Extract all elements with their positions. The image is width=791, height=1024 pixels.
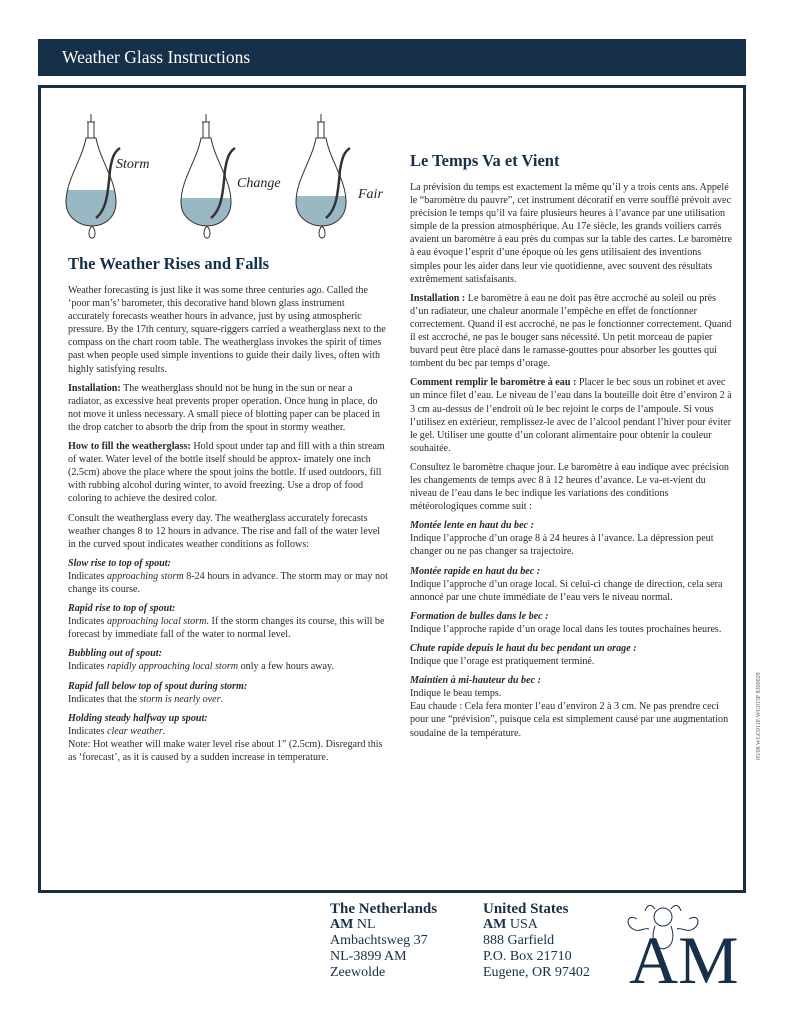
- right-note: Eau chaude : Cela fera monter l’eau d’environ 2 à 3 cm. Ne pas prendre ceci pour une “prévision”, puisque cela est simplement causé par une augmentation soudaine de la température.: [410, 701, 729, 739]
- contact-brand: AM NL: [330, 917, 376, 932]
- right-heading: Le Temps Va et Vient: [410, 151, 560, 170]
- condition-text: Indique l’approche rapide d’un orage local dans les toutes prochaines heures.: [410, 623, 722, 635]
- contact-line: P.O. Box 21710: [483, 949, 572, 964]
- condition-title: Montée lente en haut du bec :: [410, 520, 534, 532]
- contact-line: Ambachtsweg 37: [330, 933, 428, 948]
- condition-text: Indique le beau temps.: [410, 688, 502, 700]
- left-heading: The Weather Rises and Falls: [68, 254, 270, 273]
- condition-text: Indicates approaching local storm. If the storm changes its course, this will be forecast by immediate fall of the water to normal level.: [68, 616, 385, 641]
- contact-country: United States: [483, 901, 569, 917]
- condition-title: Maintien à mi-hauteur du bec :: [410, 675, 541, 687]
- contact-line: 888 Garfield: [483, 933, 555, 948]
- weather-glass-illustrations: [58, 110, 398, 250]
- right-intro: La prévision du temps est exactement la même qu’il y a trois cents ans. Appelé le “baromètre du pauvre”, cet instrument décoratif en verre soufflé prévoit avec précision le temps qu’il va faire plusieurs heures à l’avance par une utilisation simple de la pression atmosphérique. Au 17e siècle, les grands voiliers carrés avaient un baromètre à eau près du compas sur la table des cartes. Le baromètre à eau évoque l’esprit d’une époque où les gens utilisaient des inventions simples pour les aider dans leur vie quotidienne, avec souvent des résultats extrêmement satisfaisants.: [410, 182, 733, 285]
- condition-text: Indicates clear weather.: [68, 725, 166, 737]
- left-consult: Consult the weatherglass every day. The weatherglass accurately forecasts weather changes 8 to 12 hours in advance. The rise and fall of the water level in the curved spout indicates weather conditions as follows:: [68, 512, 381, 550]
- side-product-code: 05/08 WGC011F/WG015F 8300029: [756, 672, 762, 760]
- right-column: [410, 181, 734, 746]
- left-installation: Installation: The weatherglass should not be hung in the sun or near a radiator, as excessive heat prevents proper operation. Once hung in place, do not move it unless necessary. A small piece of blotting paper can be placed in the drop catcher to absorb the drip from the spout in stormy weather.: [68, 382, 380, 433]
- am-logo: [625, 895, 750, 990]
- bulb-label-change: Change: [237, 176, 281, 191]
- right-consult: Consultez le baromètre chaque jour. Le baromètre à eau indique avec précision les changements de temps avec 8 à 12 heures d’avance. Le va-et-vient du niveau de l’eau dans le bec indique les variations des conditions météorologiques comme suit :: [410, 461, 729, 513]
- condition-title: Chute rapide depuis le haut du bec pendant un orage :: [410, 643, 637, 654]
- right-installation: Installation : Le baromètre à eau ne doit pas être accroché au soleil ou près d’un radiateur, une chaleur anormale l’empêche en effet de fonctionner correctement. Quand il est accroché, ne pas le fonctionner correctement. Quand il est accroché, ne pas le bouger sans nécessité. Un petit morceau de papier buvard peut être placé dans le ramasse-gouttes pour absorber les gouttes qui tombent du bec par temps d’orage.: [410, 292, 732, 370]
- condition-text: Indicates rapidly approaching local storm only a few hours away.: [68, 661, 334, 673]
- bulb-storm: [58, 114, 128, 238]
- contact-line: Eugene, OR 97402: [483, 965, 590, 980]
- condition-text: Indique l’approche d’un orage 8 à 24 heures à l’avance. La dépression peut changer ou ne pas changer sa trajectoire.: [410, 533, 714, 558]
- contact-netherlands: [330, 901, 437, 981]
- condition-text: Indicates that the storm is nearly over.: [68, 693, 224, 705]
- right-fill: Comment remplir le baromètre à eau : Placer le bec sous un robinet et avec un mince filet d’eau. Le niveau de l’eau dans la bouteille doit être d’environ 2 à 3 cm au-dessus de l’endroit où le bec rejoint le corps de l’ampoule. Si vous l’utilisez en extérieur, remplissez-le avec de l’alcool pendant l’hiver pour éviter le gel. Utiliser une goutte d’un colorant alimentaire pour obtenir la couleur souhaitée.: [410, 377, 732, 454]
- bulb-label-fair: Fair: [358, 187, 383, 202]
- condition-title: Rapid rise to top of spout:: [68, 603, 176, 615]
- contact-united-states: [483, 901, 590, 981]
- contact-line: Zeewolde: [330, 965, 386, 980]
- contact-country: The Netherlands: [330, 901, 438, 917]
- page-title: Weather Glass Instructions: [62, 47, 251, 67]
- contact-brand: AM USA: [483, 917, 538, 932]
- condition-title: Montée rapide en haut du bec :: [410, 565, 541, 577]
- condition-title: Slow rise to top of spout:: [68, 557, 171, 569]
- condition-text: Indique l’approche d’un orage local. Si celui-ci change de direction, cela sera annoncé par une chute immédiate de l’eau vers le niveau normal.: [410, 578, 723, 603]
- condition-title: Rapid fall below top of spout during storm:: [68, 680, 248, 692]
- contact-line: NL-3899 AM: [330, 949, 407, 964]
- page-header: [38, 39, 746, 76]
- condition-title: Bubbling out of spout:: [68, 648, 162, 660]
- bulb-fair: [288, 114, 358, 238]
- condition-text: Indicates approaching storm 8-24 hours in advance. The storm may or may not change its course.: [68, 570, 388, 595]
- left-fill: How to fill the weatherglass: Hold spout under tap and fill with a thin stream of water. Water level of the bottle itself should be approx- imately one inch (2.5cm) above the place where the spout joins the bottle. If used outdoors, fill with rubbing alcohol during winter, to avoid freezing. Use a drop of food coloring to achieve the desired color.: [68, 441, 385, 505]
- condition-title: Formation de bulles dans le bec :: [410, 610, 549, 622]
- left-column: [68, 284, 388, 770]
- left-note: Note: Hot weather will make water level rise about 1” (2.5cm). Disregard this as ‘forecast’, as it is caused by a sudden increase in temperature.: [68, 738, 383, 763]
- condition-title: Holding steady halfway up spout:: [68, 712, 208, 724]
- bulb-change: [173, 114, 243, 238]
- left-conditions: [68, 557, 388, 764]
- bulb-label-storm: Storm: [116, 157, 150, 172]
- left-intro: Weather forecasting is just like it was some three centuries ago. Called the ‘poor man’s’ barometer, this decorative hand blown glass instrument accurately forecasts weather hours in advance, just by using atmospheric pressure. By the 17th century, square-riggers carried a weatherglass next to the compass on the chart room table. The weatherglass invokes the spirit of times past when people used simple inventions to guide their daily lives, often with highly satisfying results.: [68, 285, 386, 375]
- svg-text:AM: AM: [629, 922, 739, 990]
- condition-text: Indique que l’orage est pratiquement terminé.: [410, 656, 595, 668]
